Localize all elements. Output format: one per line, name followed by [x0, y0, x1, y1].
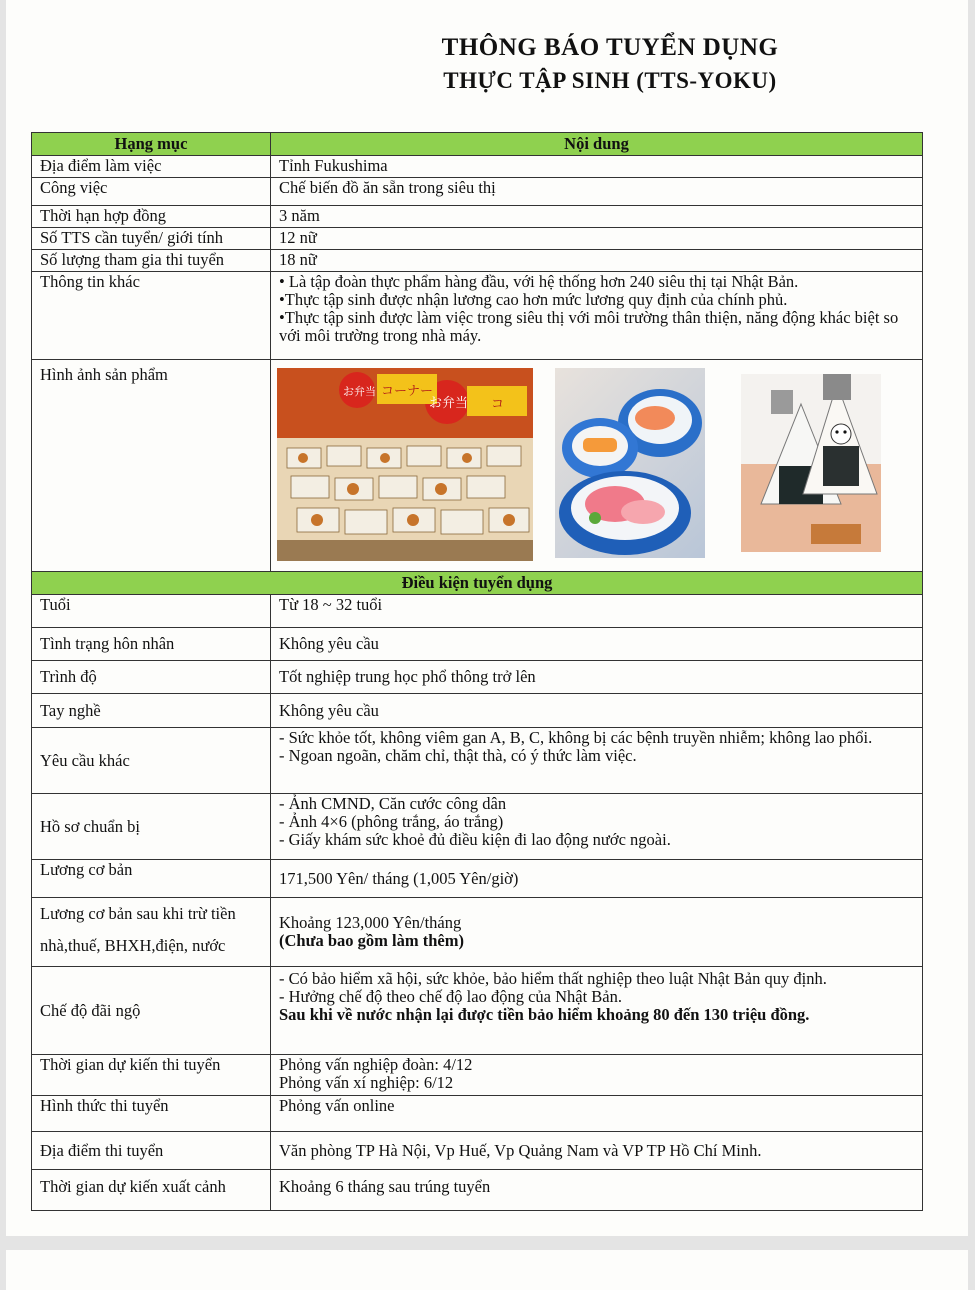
benefit-highlight: Sau khi về nước nhận lại được tiền bảo hiểm khoảng 80 đến 130 triệu đồng.	[279, 1005, 810, 1024]
row-value: Văn phòng TP Hà Nội, Vp Huế, Vp Quảng Nam và VP TP Hồ Chí Minh.	[271, 1132, 923, 1170]
net-salary-value: Khoảng 123,000 Yên/tháng	[279, 913, 462, 932]
row-value	[271, 728, 923, 794]
table-row	[32, 628, 923, 661]
row-value: Chế biến đồ ăn sẵn trong siêu thị	[271, 178, 923, 206]
row-label: Tuổi	[32, 595, 271, 628]
exam-time-line: Phỏng vấn nghiệp đoàn: 4/12	[279, 1055, 473, 1074]
info-line: •Thực tập sinh được nhận lương cao hơn mức lương quy định của chính phủ.	[279, 290, 788, 309]
row-value: 171,500 Yên/ tháng (1,005 Yên/giờ)	[271, 860, 923, 898]
row-value: Không yêu cầu	[271, 694, 923, 728]
benefit-line: - Có bảo hiểm xã hội, sức khỏe, bảo hiểm thất nghiệp theo luật Nhật Bản quy định.	[279, 969, 827, 988]
row-label: Yêu cầu khác	[32, 728, 271, 794]
benefit-line: - Hưởng chế độ theo chế độ lao động của Nhật Bản.	[279, 987, 622, 1006]
sign-text: お弁当	[343, 385, 376, 398]
net-salary-label-line: nhà,thuế, BHXH,điện, nước	[40, 936, 226, 955]
table-row	[32, 156, 923, 178]
table-row	[32, 360, 923, 572]
next-page	[6, 1250, 968, 1290]
row-label: Thời gian dự kiến thi tuyển	[32, 1055, 271, 1096]
recruitment-table	[31, 132, 923, 1211]
row-value: Phỏng vấn online	[271, 1096, 923, 1132]
row-label: Trình độ	[32, 661, 271, 694]
table-row	[32, 228, 923, 250]
row-value	[271, 898, 923, 967]
table-row	[32, 860, 923, 898]
row-value: Tỉnh Fukushima	[271, 156, 923, 178]
onigiri-image	[741, 374, 881, 552]
table-header-row	[32, 133, 923, 156]
net-salary-note: (Chưa bao gồm làm thêm)	[279, 931, 464, 950]
row-value: 18 nữ	[271, 250, 923, 272]
sign-text: お弁当	[429, 396, 469, 411]
table-row	[32, 272, 923, 360]
bento-display-image	[277, 368, 533, 561]
requirement-line: - Sức khỏe tốt, không viêm gan A, B, C, không bị các bệnh truyền nhiễm; không lao phổi.	[279, 728, 873, 747]
header-category: Hạng mục	[32, 133, 271, 156]
table-row	[32, 1132, 923, 1170]
header-content: Nội dung	[271, 133, 923, 156]
table-row	[32, 1096, 923, 1132]
row-label: Thời hạn hợp đồng	[32, 206, 271, 228]
row-label: Tay nghề	[32, 694, 271, 728]
page-title: THÔNG BÁO TUYỂN DỤNG	[441, 34, 779, 61]
row-value: Từ 18 ~ 32 tuổi	[271, 595, 923, 628]
row-value: Khoảng 6 tháng sau trúng tuyển	[271, 1170, 923, 1211]
row-value	[271, 794, 923, 860]
row-label	[32, 898, 271, 967]
table-row	[32, 967, 923, 1055]
table-row	[32, 728, 923, 794]
table-row	[32, 250, 923, 272]
row-label: Địa điểm làm việc	[32, 156, 271, 178]
row-value: 12 nữ	[271, 228, 923, 250]
table-row	[32, 661, 923, 694]
section-title: Điều kiện tuyển dụng	[32, 572, 923, 595]
sign-text: コ	[491, 397, 505, 412]
row-label: Số TTS cần tuyển/ giới tính	[32, 228, 271, 250]
table-row	[32, 1170, 923, 1211]
table-row	[32, 595, 923, 628]
row-value	[271, 1055, 923, 1096]
page-subtitle: THỰC TẬP SINH (TTS-YOKU)	[443, 68, 777, 93]
row-value	[271, 272, 923, 360]
row-label: Lương cơ bản	[32, 860, 271, 898]
row-value	[271, 967, 923, 1055]
row-label: Hình thức thi tuyển	[32, 1096, 271, 1132]
document-line: - Giấy khám sức khoẻ đủ điều kiện đi lao động nước ngoài.	[279, 830, 671, 849]
row-label: Số lượng tham gia thi tuyển	[32, 250, 271, 272]
requirement-line: - Ngoan ngoãn, chăm chỉ, thật thà, có ý thức làm việc.	[279, 746, 637, 765]
row-label: Hồ sơ chuẩn bị	[32, 794, 271, 860]
row-label: Tình trạng hôn nhân	[32, 628, 271, 661]
row-label: Thông tin khác	[32, 272, 271, 360]
row-label: Địa điểm thi tuyển	[32, 1132, 271, 1170]
row-label: Chế độ đãi ngộ	[32, 967, 271, 1055]
table-row	[32, 206, 923, 228]
sign-text: コーナー	[381, 384, 434, 399]
table-row	[32, 898, 923, 967]
exam-time-line: Phỏng vấn xí nghiệp: 6/12	[279, 1073, 454, 1092]
row-label: Hình ảnh sản phẩm	[32, 360, 271, 572]
document-line: - Ảnh 4×6 (phông trắng, áo trắng)	[279, 812, 504, 831]
product-images	[271, 360, 923, 572]
info-line: •Thực tập sinh được làm việc trong siêu thị với môi trường thân thiện, năng động khác biệt so với môi trường trong nhà máy.	[279, 308, 899, 345]
info-line: • Là tập đoàn thực phẩm hàng đầu, với hệ thống hơn 240 siêu thị tại Nhật Bản.	[279, 272, 799, 291]
document-line: - Ảnh CMND, Căn cước công dân	[279, 794, 507, 813]
sashimi-image	[555, 368, 705, 558]
row-value: Không yêu cầu	[271, 628, 923, 661]
section-header-row	[32, 572, 923, 595]
row-label: Công việc	[32, 178, 271, 206]
row-value: Tốt nghiệp trung học phổ thông trở lên	[271, 661, 923, 694]
net-salary-label-line: Lương cơ bản sau khi trừ tiền	[40, 904, 236, 923]
row-value: 3 năm	[271, 206, 923, 228]
table-row	[32, 1055, 923, 1096]
table-row	[32, 694, 923, 728]
table-row	[32, 178, 923, 206]
row-label: Thời gian dự kiến xuất cảnh	[32, 1170, 271, 1211]
table-row	[32, 794, 923, 860]
